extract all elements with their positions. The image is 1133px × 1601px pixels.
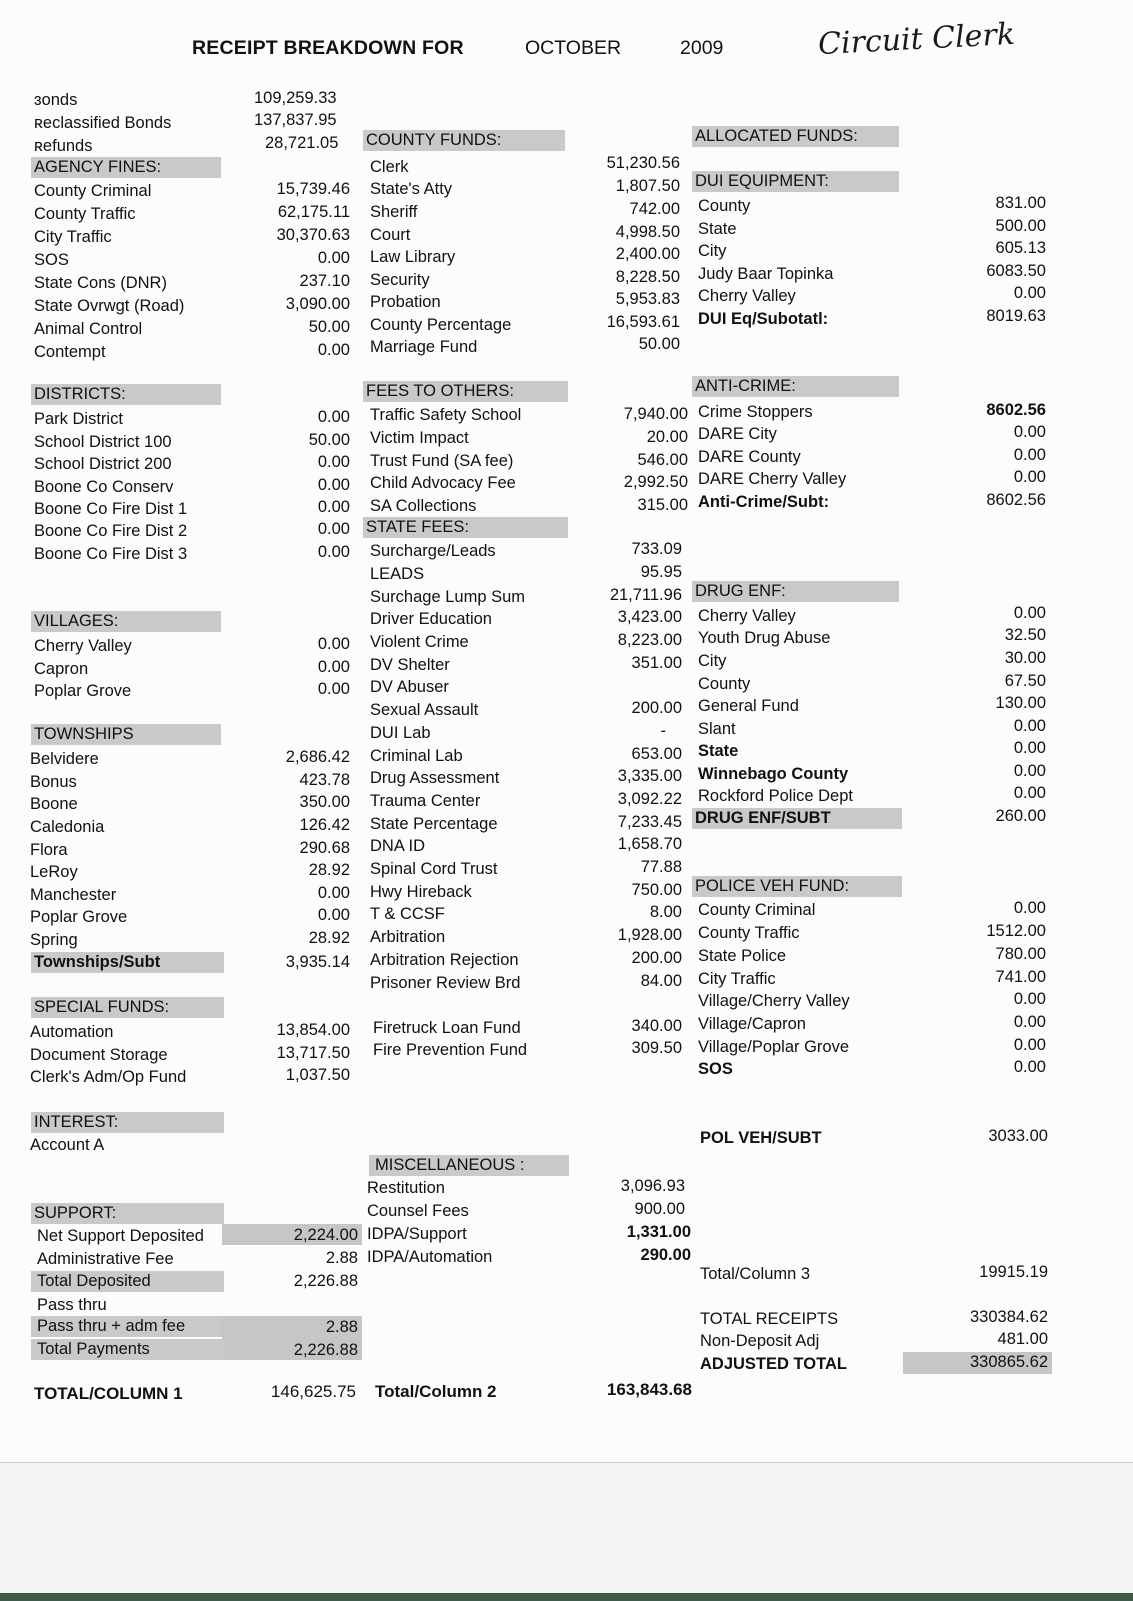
row-value: 1,037.50 [285,1066,350,1084]
row-value: 351.00 [631,654,682,672]
row-value: 0.00 [1013,717,1046,735]
total-column-1-value: 146,625.75 [270,1382,356,1401]
section-heading-agency-fines: AGENCY FINES: [31,157,221,178]
row-value: 2,400.00 [615,245,680,263]
anti-crime-subtotal-label: Anti-Crime/Subt: [698,493,830,511]
row-value: 831.00 [995,194,1046,212]
dui-subtotal-value: 8019.63 [986,307,1046,325]
pol-veh-subtotal-label: POL VEH/SUBT [700,1129,822,1147]
row-label: Spring [30,931,78,949]
row-value: 3,092.22 [617,790,682,808]
row-label: City [698,652,727,670]
total-receipts-value: 330384.62 [970,1308,1048,1326]
total-column-1-label: TOTAL/COLUMN 1 [34,1384,183,1403]
row-value: 2.88 [325,1249,358,1267]
row-label: Counsel Fees [367,1202,469,1220]
pass-thru-adm-fee-label: Pass thru + adm fee [31,1316,224,1337]
row-value: 3,335.00 [617,767,682,785]
row-label: Caledonia [30,818,105,836]
row-value: 21,711.96 [609,586,682,604]
section-heading-dui-equipment: DUI EQUIPMENT: [692,171,899,192]
row-label: State [698,742,739,760]
row-label: Surcharge/Leads [370,542,496,560]
row-value: 50.00 [308,431,350,449]
row-label: Village/Cherry Valley [698,992,850,1010]
row-value: 4,998.50 [615,223,680,241]
row-value: 742.00 [629,200,680,218]
total-receipts-label: TOTAL RECEIPTS [700,1310,839,1328]
row-label: Administrative Fee [37,1250,174,1268]
row-value: 1,928.00 [617,926,682,944]
row-value: 0.00 [317,453,350,471]
row-label: Clerk's Adm/Op Fund [30,1068,187,1086]
row-value: 0.00 [1013,446,1046,464]
row-value: 0.00 [1013,1058,1046,1076]
row-label: Child Advocacy Fee [370,474,516,492]
row-label: ɜonds [34,91,78,109]
row-label: Arbitration [370,928,446,946]
section-heading-allocated-funds: ALLOCATED FUNDS: [692,126,899,147]
adjusted-total-label: ADJUSTED TOTAL [700,1355,847,1373]
row-label: DV Shelter [370,656,450,674]
row-label: Law Library [370,248,456,266]
row-label: Boone Co Conserv [34,478,174,496]
row-value: 0.00 [317,906,350,924]
row-label: State's Atty [370,180,453,198]
row-label: Contempt [34,343,106,361]
row-label: State Police [698,947,787,965]
row-label: Slant [698,720,736,738]
row-value: 1512.00 [986,922,1046,940]
non-deposit-adj-value: 481.00 [997,1330,1048,1348]
row-value: 0.00 [1013,899,1046,917]
row-label: City Traffic [698,970,776,988]
total-column-3-label: Total/Column 3 [700,1265,811,1283]
row-value: 28,721.05 [265,134,339,152]
row-label: State Percentage [370,815,498,833]
row-value: 315.00 [637,496,688,514]
row-label: County Traffic [34,205,136,223]
row-label: LEADS [370,565,425,583]
row-label: Pass thru [37,1296,107,1314]
row-label: State [698,220,737,238]
report-month: OCTOBER [525,37,622,59]
row-value: 6083.50 [986,262,1046,280]
section-heading-interest: INTEREST: [31,1112,224,1133]
row-label: Flora [30,841,68,859]
row-value: 750.00 [631,881,682,899]
row-label: Cherry Valley [698,607,796,625]
row-label: Court [370,226,411,244]
row-label: DV Abuser [370,678,449,696]
row-value: 0.00 [317,341,350,359]
row-value: 13,854.00 [276,1021,350,1039]
row-label: County Percentage [370,316,512,334]
page-title: RECEIPT BREAKDOWN FOR [192,37,464,59]
row-value: 0.00 [1013,990,1046,1008]
row-label: Sheriff [370,203,418,221]
row-label: Automation [30,1023,114,1041]
row-label: Belvidere [30,750,99,768]
row-value: 0.00 [317,658,350,676]
scanner-background [0,1462,1133,1601]
row-label: City [698,242,727,260]
row-label: City Traffic [34,228,112,246]
row-label: General Fund [698,697,799,715]
row-label: Cherry Valley [698,287,796,305]
row-value: 2,226.88 [293,1272,358,1290]
row-value: 733.09 [631,540,682,558]
row-value: 3,423.00 [617,608,682,626]
row-label: Poplar Grove [30,908,128,926]
total-column-3-value: 19915.19 [979,1263,1048,1281]
row-value: 0.00 [317,680,350,698]
row-label: Traffic Safety School [370,406,522,424]
row-value: 500.00 [995,217,1046,235]
row-value: 0.00 [1013,762,1046,780]
row-label: County Criminal [34,182,152,200]
row-value: 237.10 [299,272,350,290]
row-value: 0.00 [1013,423,1046,441]
section-heading-villages: VILLAGES: [31,611,221,632]
row-value: 51,230.56 [606,154,680,172]
row-label: Fire Prevention Fund [373,1041,528,1059]
row-label: DARE County [698,448,801,466]
row-label: Drug Assessment [370,769,500,787]
row-label: Manchester [30,886,117,904]
row-value: 15,739.46 [276,180,350,198]
row-label: Boone Co Fire Dist 2 [34,522,188,540]
section-heading-districts: DISTRICTS: [31,384,221,405]
row-label: LeRoy [30,863,78,881]
row-value: 95.95 [640,563,682,581]
row-label: Hwy Hireback [370,883,472,901]
row-value: 109,259.33 [254,89,337,107]
row-value: 28.92 [308,929,350,947]
row-label: Youth Drug Abuse [698,629,831,647]
row-value: 340.00 [631,1017,682,1035]
row-value: 0.00 [317,408,350,426]
row-value: 0.00 [1013,604,1046,622]
row-value: 1,807.50 [615,177,680,195]
pol-veh-subtotal-value: 3033.00 [988,1127,1048,1145]
row-value: 7,233.45 [617,813,682,831]
drug-enf-subtotal-value: 260.00 [995,807,1046,825]
row-value: 741.00 [995,968,1046,986]
row-value: 50.00 [638,335,680,353]
row-label: Boone [30,795,78,813]
row-value: 126.42 [299,816,350,834]
section-heading-drug-enf: DRUG ENF: [692,581,899,602]
row-value: 0.00 [317,543,350,561]
row-value: 84.00 [640,972,682,990]
row-label: Winnebago County [698,765,849,783]
row-value: 32.50 [1004,626,1046,644]
row-label: Marriage Fund [370,338,478,356]
row-label: County Criminal [698,901,816,919]
row-label: Trauma Center [370,792,481,810]
row-label: Net Support Deposited [37,1227,204,1245]
row-label: Bonus [30,773,77,791]
dui-subtotal-label: DUI Eq/Subotatl: [698,310,829,328]
row-value: 50.00 [308,318,350,336]
row-value: 900.00 [634,1200,685,1218]
row-label: Restitution [367,1179,445,1197]
row-label: Security [370,271,430,289]
row-value: 290.68 [299,839,350,857]
row-value: 3,090.00 [285,295,350,313]
row-value: 653.00 [631,745,682,763]
row-value: 200.00 [631,949,682,967]
row-value: 28.92 [308,861,350,879]
row-label: Trust Fund (SA fee) [370,452,514,470]
row-value: 0.00 [317,498,350,516]
row-label: School District 200 [34,455,172,473]
row-value: 1,658.70 [617,835,682,853]
row-label: School District 100 [34,433,172,451]
row-label: SOS [698,1060,733,1078]
row-value: 423.78 [299,771,350,789]
row-label: Driver Education [370,610,492,628]
section-heading-county-funds: COUNTY FUNDS: [363,130,565,151]
row-value: 0.00 [1013,468,1046,486]
section-heading-townships: TOWNSHIPS [31,724,221,745]
total-column-2-label: Total/Column 2 [375,1382,497,1401]
row-label: Village/Capron [698,1015,806,1033]
row-value: 290.00 [640,1246,691,1264]
row-label: Violent Crime [370,633,469,651]
row-value: 309.50 [631,1039,682,1057]
row-value: 2.88 [325,1318,358,1336]
row-label: County [698,675,751,693]
row-label: T & CCSF [370,905,445,923]
drug-enf-subtotal-label: DRUG ENF/SUBT [692,808,902,829]
row-label: Boone Co Fire Dist 1 [34,500,188,518]
row-value: 8602.56 [986,401,1046,419]
non-deposit-adj-label: Non-Deposit Adj [700,1332,820,1350]
row-label: DUI Lab [370,724,431,742]
row-value: 0.00 [1013,284,1046,302]
row-value: 0.00 [317,476,350,494]
row-label: County Traffic [698,924,800,942]
row-label: Cherry Valley [34,637,132,655]
row-label: Village/Poplar Grove [698,1038,850,1056]
row-label: IDPA/Support [367,1225,467,1243]
row-value: 7,940.00 [623,405,688,423]
total-deposited-label: Total Deposited [31,1271,224,1292]
row-label: Arbitration Rejection [370,951,519,969]
row-label: State Cons (DNR) [34,274,167,292]
row-value: 780.00 [995,945,1046,963]
row-label: DNA ID [370,837,426,855]
row-label: State Ovrwgt (Road) [34,297,185,315]
row-value: 77.88 [640,858,682,876]
section-heading-fees-to-others: FEES TO OTHERS: [363,381,568,402]
row-value: 1,331.00 [626,1223,691,1241]
row-label: Account A [30,1136,105,1154]
row-label: DARE Cherry Valley [698,470,847,488]
row-value: 8,223.00 [617,631,682,649]
row-label: SOS [34,251,69,269]
row-label: Victim Impact [370,429,469,447]
section-heading-anti-crime: ANTI-CRIME: [692,376,899,397]
adjusted-total-value: 330865.62 [970,1353,1048,1371]
row-label: Prisoner Review Brd [370,974,521,992]
row-value: 0.00 [1013,1013,1046,1031]
report-year: 2009 [680,37,724,59]
row-label: Sexual Assault [370,701,479,719]
row-value: - [660,722,666,740]
row-value: 2,226.88 [293,1341,358,1359]
row-label: Rockford Police Dept [698,787,853,805]
row-value: 0.00 [1013,784,1046,802]
row-label: Animal Control [34,320,143,338]
row-value: 62,175.11 [277,203,350,221]
row-value: 0.00 [317,520,350,538]
row-label: Capron [34,660,89,678]
total-payments-label: Total Payments [31,1339,224,1360]
row-value: 67.50 [1004,672,1046,690]
townships-subtotal-label: Townships/Subt [31,952,224,973]
townships-subtotal-value: 3,935.14 [285,953,350,971]
row-value: 8,228.50 [615,268,680,286]
row-value: 605.13 [995,239,1046,257]
total-column-2-value: 163,843.68 [606,1380,692,1399]
row-label: Park District [34,410,123,428]
row-value: 130.00 [995,694,1046,712]
section-heading-support: SUPPORT: [31,1203,224,1224]
row-label: Firetruck Loan Fund [373,1019,521,1037]
section-heading-special-funds: SPECIAL FUNDS: [31,997,224,1018]
row-value: 5,953.83 [615,290,680,308]
anti-crime-subtotal-value: 8602.56 [986,491,1046,509]
row-label: ʀeclassified Bonds [34,114,172,132]
row-label: IDPA/Automation [367,1248,493,1266]
row-label: Surchage Lump Sum [370,588,526,606]
row-label: Boone Co Fire Dist 3 [34,545,188,563]
row-value: 0.00 [1013,1036,1046,1054]
row-label: County [698,197,751,215]
row-label: Crime Stoppers [698,403,813,421]
row-value: 200.00 [631,699,682,717]
row-value: 16,593.61 [606,313,680,331]
row-label: Criminal Lab [370,747,463,765]
handwritten-annotation: Circuit Clerk [817,16,1016,63]
row-value: 20.00 [646,428,688,446]
row-value: 350.00 [299,793,350,811]
section-heading-police-veh-fund: POLICE VEH FUND: [692,876,902,897]
row-label: SA Collections [370,497,477,515]
section-heading-state-fees: STATE FEES: [363,517,568,538]
row-label: Spinal Cord Trust [370,860,498,878]
row-value: 2,992.50 [623,473,688,491]
row-value: 30,370.63 [276,226,350,244]
row-label: Probation [370,293,441,311]
row-label: Clerk [370,158,409,176]
row-value: 13,717.50 [276,1044,350,1062]
row-value: 2,224.00 [293,1226,358,1244]
row-label: Judy Baar Topinka [698,265,834,283]
row-label: Poplar Grove [34,682,132,700]
row-value: 0.00 [1013,739,1046,757]
row-value: 30.00 [1004,649,1046,667]
row-value: 2,686.42 [285,748,350,766]
row-label: DARE City [698,425,777,443]
row-value: 0.00 [317,884,350,902]
row-value: 0.00 [317,635,350,653]
row-value: 8.00 [649,903,682,921]
row-value: 546.00 [637,451,688,469]
row-value: 0.00 [317,249,350,267]
section-heading-miscellaneous: MISCELLANEOUS : [369,1155,569,1176]
row-value: 137,837.95 [254,111,337,129]
row-value: 3,096.93 [620,1177,685,1195]
row-label: Document Storage [30,1046,168,1064]
row-label: ʀefunds [34,137,93,155]
